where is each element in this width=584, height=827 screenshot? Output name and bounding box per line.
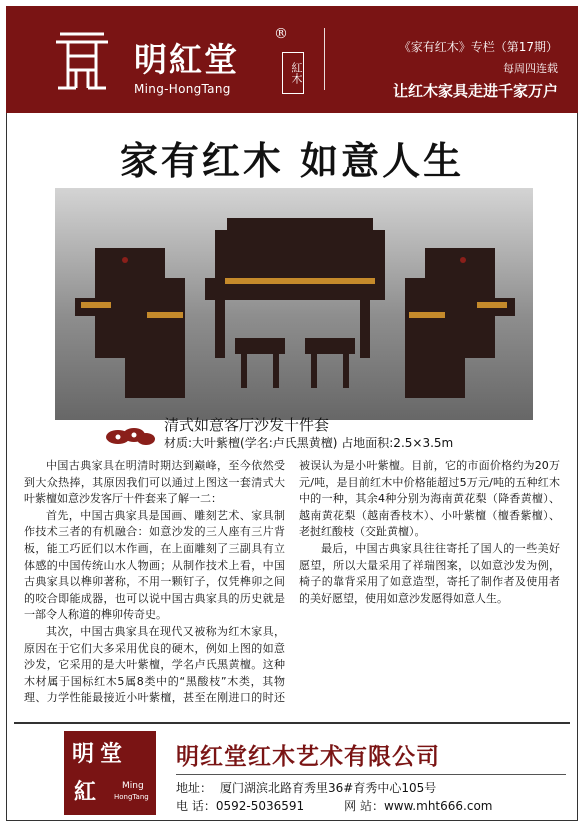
website-link[interactable]: www.mht666.com bbox=[383, 799, 493, 813]
article-body bbox=[24, 458, 560, 714]
caption-detail: 材质:大叶紫檀(学名:卢氏黑黄檀) 占地面积:2.5×3.5m bbox=[164, 436, 454, 450]
footer-logo-roman: HongTang bbox=[114, 793, 149, 801]
slogan: 让红木家具走进千家万户 bbox=[392, 82, 558, 100]
address-label: 地址： bbox=[176, 781, 213, 795]
article-paragraph: 首先，中国古典家具是国画、雕刻艺术、家具制作技术三者的有机融合：如意沙发的三人座有三片背板，能工巧匠们以木作画，在上面雕刻了三副具有立体感的中国传统山水人物画；从制作技术上看，中国古典家具以榫卯著称，不用一颗钉子，仅凭榫卯之间的咬合即能成器，也可以说中国古典家具的历史就是一部令人称道的榫卯传奇史。 bbox=[24, 508, 285, 622]
article-paragraph: 最后，中国古典家具往往寄托了国人的一些美好愿望，所以大量采用了祥瑞图案，以如意沙发为例，椅子的靠背采用了如意造型，寄托了制作者及使用者的美好愿望，使用如意沙发愿得如意人生。 bbox=[299, 541, 560, 605]
footer-logo-char: 明 bbox=[72, 741, 95, 767]
company-divider bbox=[176, 774, 566, 775]
website-label: 网 站： bbox=[344, 799, 384, 813]
article-paragraph: 其次，中国古典家具在现代又被称为红木家具，原因在于它们大多采用优良的硬木，例如上图的如意沙发，它采用的是大叶紫檀，学名卢氏黑黄檀。这种木材属于国标红木5属8类中的“黑酸枝”木类，其物理、力学性能最接近小叶紫檀，甚至在刚进口的时还被误认为是小叶紫檀。目前，它的市面价格约为20万元/吨，是目前红木中价格能超过5万元/吨的五种红木中的一种，其余4种分别为海南黄花梨（降香黄檀）、越南黄花梨（越南香枝木）、小叶紫檀（檀香紫檀）、老挝红酸枝（交趾黄檀）。 bbox=[24, 459, 560, 705]
phone-value: 0592-5036591 bbox=[215, 799, 305, 813]
phone-label: 电 话： bbox=[176, 799, 216, 813]
brand-seal: 紅木 bbox=[282, 52, 304, 94]
caption-title: 清式如意客厅沙发十件套 bbox=[164, 416, 330, 434]
article-paragraph: 中国古典家具在明清时期达到巅峰，至今依然受到大众热捧，其原因我们可以通过上图这一套清式大叶紫檀如意沙发客厅十件套来了解一二： bbox=[24, 459, 285, 506]
footer-logo-char: 紅 bbox=[74, 779, 97, 805]
brand-roman-name: Ming-HongTang bbox=[134, 82, 231, 96]
column-label: 《家有红木》专栏（第17期） bbox=[398, 40, 558, 54]
footer-logo-roman: Ming bbox=[122, 781, 144, 791]
contact-line bbox=[176, 797, 492, 814]
footer-logo bbox=[64, 731, 156, 815]
article-headline: 家有红木 如意人生 bbox=[119, 138, 465, 183]
furniture-illustration bbox=[55, 188, 533, 420]
address-line bbox=[176, 779, 436, 796]
footer-logo-char: 堂 bbox=[100, 741, 123, 767]
cloud-ornament-icon bbox=[104, 425, 156, 447]
address-value: 厦门湖滨北路育秀里36#育秀中心105号 bbox=[220, 781, 437, 795]
company-name: 明红堂红木艺术有限公司 bbox=[176, 744, 440, 770]
column-frequency: 每周四连载 bbox=[503, 62, 558, 75]
header-divider bbox=[324, 28, 325, 90]
brand-name: 明紅堂 bbox=[134, 40, 239, 79]
furniture-photo bbox=[55, 188, 533, 420]
brand-logo-icon bbox=[54, 30, 110, 92]
registered-mark: ® bbox=[274, 26, 288, 42]
header-banner bbox=[6, 6, 578, 113]
footer-divider bbox=[14, 722, 570, 724]
